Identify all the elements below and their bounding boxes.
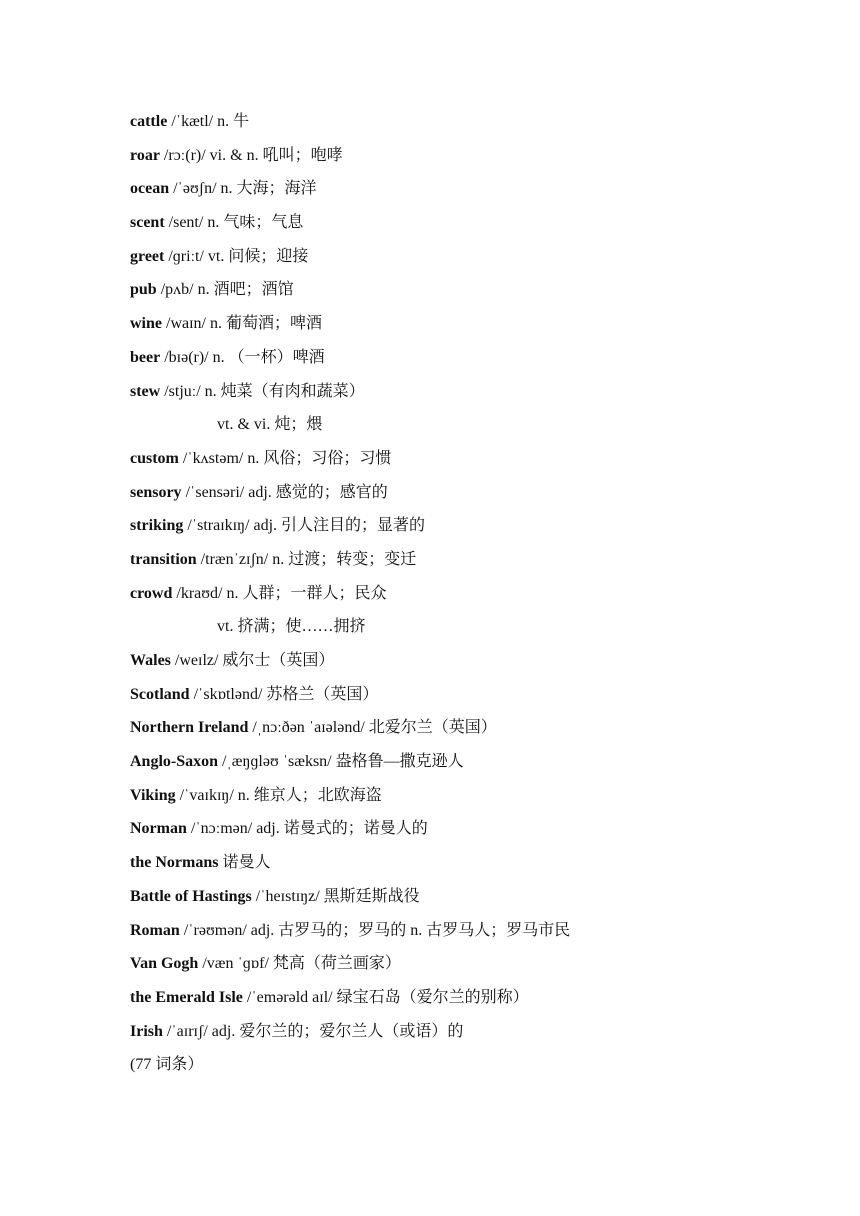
vocab-entry <box>130 479 840 513</box>
headword: sensory <box>130 483 182 501</box>
headword: transition <box>130 550 197 568</box>
entry-definition: /ˈkʌstəm/ n. 风俗；习俗；习惯 <box>178 449 392 467</box>
headword: striking <box>130 517 184 535</box>
vocabulary-list <box>130 108 840 1085</box>
entry-definition: /ˌæŋɡləʊ ˈsæksn/ 盎格鲁—撒克逊人 <box>218 753 464 771</box>
vocab-entry <box>130 1018 840 1052</box>
vocab-entry <box>130 984 840 1018</box>
entry-definition: /pʌb/ n. 酒吧；酒馆 <box>156 281 294 299</box>
headword: Viking <box>130 786 176 804</box>
headword: Norman <box>130 820 187 838</box>
vocab-entry <box>130 580 840 614</box>
headword: Wales <box>130 652 171 669</box>
entry-definition: /trænˈzɪʃn/ n. 过渡；转变；变迁 <box>196 550 417 568</box>
entry-definition: vt. & vi. 炖；煨 <box>217 416 323 434</box>
entry-definition: /ˈrəʊmən/ adj. 古罗马的；罗马的 n. 古罗马人；罗马市民 <box>179 921 571 939</box>
headword: roar <box>130 146 160 164</box>
entry-definition: /sent/ n. 气味；气息 <box>164 214 304 232</box>
vocab-entry <box>130 344 840 378</box>
entry-definition: /rɔː(r)/ vi. & n. 吼叫；咆哮 <box>159 146 343 164</box>
vocab-entry <box>130 950 840 984</box>
vocab-entry <box>130 546 840 580</box>
vocab-entry <box>130 276 840 310</box>
entry-definition: /ˌnɔːðən ˈaɪələnd/ 北爱尔兰（英国） <box>248 719 497 737</box>
vocab-entry <box>130 142 840 176</box>
entry-definition: /bɪə(r)/ n. （一杯）啤酒 <box>160 348 325 366</box>
entry-definition: /ɡriːt/ vt. 问候；迎接 <box>164 247 309 265</box>
entry-definition: /waɪn/ n. 葡萄酒；啤酒 <box>162 315 322 333</box>
vocab-entry <box>130 714 840 748</box>
vocab-entry <box>130 310 840 344</box>
entry-definition: /ˈəʊʃn/ n. 大海；海洋 <box>169 180 317 198</box>
entry-definition: vt. 挤满；使……拥挤 <box>217 618 366 636</box>
vocab-entry <box>130 681 840 715</box>
headword: cattle <box>130 113 168 130</box>
headword: Roman <box>130 921 180 939</box>
entry-definition: /ˈemərəld aɪl/ 绿宝石岛（爱尔兰的别称） <box>242 988 529 1006</box>
vocab-entry <box>130 748 840 782</box>
entry-definition: /ˈvaɪkɪŋ/ n. 维京人；北欧海盗 <box>175 786 382 804</box>
vocab-entry <box>130 445 840 479</box>
headword: Scotland <box>130 685 190 703</box>
vocab-entry <box>130 883 840 917</box>
vocab-entry <box>130 815 840 849</box>
vocab-entry <box>130 175 840 209</box>
headword: wine <box>130 315 162 333</box>
headword: Northern Ireland <box>130 719 249 737</box>
vocab-entry-continuation <box>130 411 840 445</box>
vocab-entry <box>130 782 840 816</box>
entry-definition: /væn ˈɡɒf/ 梵高（荷兰画家） <box>198 955 401 973</box>
vocab-entry <box>130 243 840 277</box>
headword: the Normans <box>130 854 219 872</box>
entry-definition: /ˈsensəri/ adj. 感觉的；感官的 <box>181 483 388 501</box>
entry-definition: /ˈheɪstɪŋz/ 黑斯廷斯战役 <box>251 887 420 905</box>
headword: greet <box>130 247 165 265</box>
entry-definition: /weɪlz/ 威尔士（英国） <box>170 652 335 669</box>
headword: stew <box>130 382 161 400</box>
headword: scent <box>130 214 165 232</box>
vocab-entry <box>130 647 840 681</box>
vocab-entry-continuation <box>130 613 840 647</box>
headword: crowd <box>130 584 173 602</box>
vocab-entry <box>130 849 840 883</box>
headword: ocean <box>130 180 170 198</box>
vocab-entry <box>130 512 840 546</box>
entry-definition: /ˈnɔːmən/ adj. 诺曼式的；诺曼人的 <box>186 820 428 838</box>
vocab-entry <box>130 378 840 412</box>
entry-definition: /ˈstraɪkɪŋ/ adj. 引人注目的；显著的 <box>183 517 426 535</box>
headword: Van Gogh <box>130 955 199 973</box>
vocab-entry <box>130 108 840 142</box>
entry-definition: /kraʊd/ n. 人群；一群人；民众 <box>172 584 387 602</box>
entry-definition: /stjuː/ n. 炖菜（有肉和蔬菜） <box>160 382 365 400</box>
entry-definition: 诺曼人 <box>218 854 271 872</box>
headword: Battle of Hastings <box>130 887 252 905</box>
headword: Irish <box>130 1022 163 1040</box>
headword: Anglo-Saxon <box>130 753 219 771</box>
vocab-entry <box>130 917 840 951</box>
entry-definition: /ˈskɒtlənd/ 苏格兰（英国） <box>189 685 379 703</box>
headword: beer <box>130 348 161 366</box>
headword: custom <box>130 449 179 467</box>
headword: pub <box>130 281 157 299</box>
entry-definition: /ˈkætl/ n. 牛 <box>167 113 250 130</box>
entry-count: (77 词条） <box>130 1056 204 1074</box>
entry-definition: /ˈaɪrɪʃ/ adj. 爱尔兰的；爱尔兰人（或语）的 <box>162 1022 464 1040</box>
headword: the Emerald Isle <box>130 988 243 1006</box>
vocab-entry <box>130 209 840 243</box>
